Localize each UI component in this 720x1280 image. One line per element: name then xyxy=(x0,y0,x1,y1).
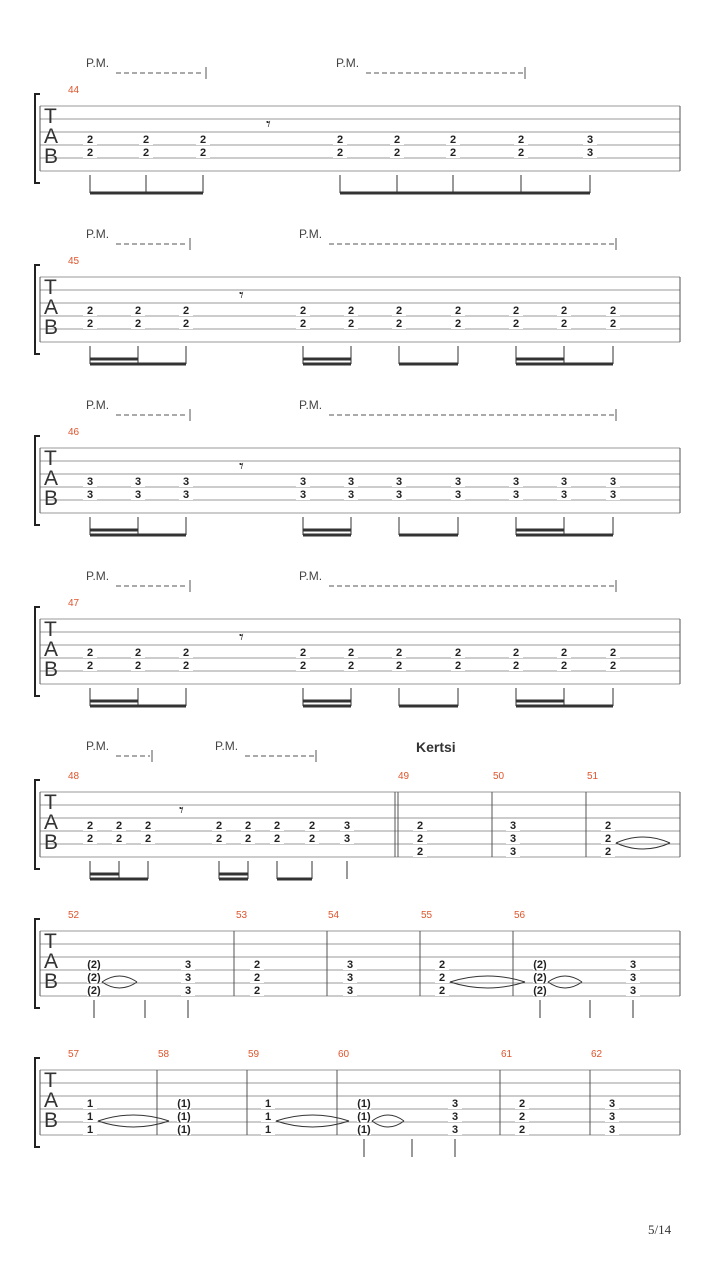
fret-number: 2 xyxy=(454,318,462,330)
fret-number: 3 xyxy=(454,476,462,488)
fret-number: 3 xyxy=(343,820,351,832)
fret-number: 2 xyxy=(347,318,355,330)
tab-clef-letter: T xyxy=(44,618,57,641)
fret-number: 3 xyxy=(509,846,517,858)
fret-number: 2 xyxy=(215,820,223,832)
fret-number: 3 xyxy=(346,972,354,984)
fret-number: 2 xyxy=(244,820,252,832)
fret-number: 2 xyxy=(142,147,150,159)
fret-number: 3 xyxy=(608,1111,616,1123)
fret-number: (1) xyxy=(177,1098,191,1110)
palm-mute-label: P.M. xyxy=(336,56,360,70)
fret-number: 3 xyxy=(608,1098,616,1110)
measure-number: 49 xyxy=(398,771,410,782)
fret-number: 2 xyxy=(512,305,520,317)
measure-number: 62 xyxy=(591,1049,603,1060)
eighth-rest: 𝄾 xyxy=(239,627,244,648)
palm-mute-label: P.M. xyxy=(299,227,323,241)
tab-clef-letter: B xyxy=(44,831,59,854)
fret-number: 3 xyxy=(134,476,142,488)
fret-number: 2 xyxy=(609,318,617,330)
fret-number: 2 xyxy=(518,1124,526,1136)
fret-number: 2 xyxy=(604,820,612,832)
fret-number: 3 xyxy=(184,959,192,971)
fret-number: 3 xyxy=(454,489,462,501)
tab-clef-letter: B xyxy=(44,487,59,510)
fret-number: 2 xyxy=(86,305,94,317)
fret-number: 1 xyxy=(264,1124,272,1136)
fret-number: 3 xyxy=(343,833,351,845)
measure-number: 61 xyxy=(501,1049,513,1060)
fret-number: 2 xyxy=(416,820,424,832)
fret-number: 2 xyxy=(512,647,520,659)
palm-mute-label: P.M. xyxy=(215,739,239,753)
tab-clef-letter: T xyxy=(44,791,57,814)
fret-number: (1) xyxy=(357,1098,371,1110)
fret-number: 2 xyxy=(347,647,355,659)
fret-number: 2 xyxy=(416,846,424,858)
fret-number: 2 xyxy=(299,647,307,659)
fret-number: 3 xyxy=(346,959,354,971)
fret-number: 3 xyxy=(184,985,192,997)
fret-number: 2 xyxy=(86,147,94,159)
system-bracket xyxy=(35,1058,40,1147)
palm-mute-label: P.M. xyxy=(86,56,110,70)
eighth-rest: 𝄾 xyxy=(239,285,244,306)
section-label: Kertsi xyxy=(416,739,456,755)
fret-number: 2 xyxy=(336,147,344,159)
fret-number: 2 xyxy=(142,134,150,146)
fret-number: 3 xyxy=(451,1111,459,1123)
fret-number: 2 xyxy=(308,833,316,845)
fret-number: 2 xyxy=(609,660,617,672)
fret-number: 2 xyxy=(395,647,403,659)
fret-number: 2 xyxy=(560,305,568,317)
fret-number: 2 xyxy=(86,833,94,845)
fret-number: 2 xyxy=(253,985,261,997)
fret-number: 2 xyxy=(144,833,152,845)
tab-clef-letter: A xyxy=(44,1089,59,1112)
fret-number: 2 xyxy=(347,305,355,317)
fret-number: 3 xyxy=(182,476,190,488)
palm-mute-label: P.M. xyxy=(86,227,110,241)
fret-number: 2 xyxy=(134,318,142,330)
fret-number: 2 xyxy=(512,660,520,672)
eighth-rest: 𝄾 xyxy=(239,456,244,477)
eighth-rest: 𝄾 xyxy=(266,114,271,135)
measure-number: 51 xyxy=(587,771,599,782)
fret-number: 2 xyxy=(395,305,403,317)
fret-number: 3 xyxy=(512,476,520,488)
fret-number: 2 xyxy=(182,305,190,317)
fret-number: 2 xyxy=(182,660,190,672)
tab-clef-letter: T xyxy=(44,447,57,470)
fret-number: 2 xyxy=(560,318,568,330)
fret-number: 2 xyxy=(517,147,525,159)
tab-clef-letter: T xyxy=(44,930,57,953)
fret-number: 3 xyxy=(629,972,637,984)
fret-number: 2 xyxy=(86,660,94,672)
system-bracket xyxy=(35,265,40,354)
fret-number: 2 xyxy=(609,647,617,659)
measure-number: 57 xyxy=(68,1049,80,1060)
fret-number: 3 xyxy=(629,959,637,971)
fret-number: 2 xyxy=(560,647,568,659)
fret-number: 2 xyxy=(393,147,401,159)
fret-number: 2 xyxy=(86,318,94,330)
fret-number: 2 xyxy=(144,820,152,832)
fret-number: 3 xyxy=(395,476,403,488)
fret-number: 3 xyxy=(586,147,594,159)
fret-number: 1 xyxy=(86,1098,94,1110)
fret-number: 3 xyxy=(347,489,355,501)
fret-number: 2 xyxy=(517,134,525,146)
fret-number: 2 xyxy=(253,959,261,971)
tab-clef-letter: A xyxy=(44,125,59,148)
tab-clef-letter: A xyxy=(44,467,59,490)
fret-number: 2 xyxy=(199,147,207,159)
fret-number: 2 xyxy=(438,972,446,984)
fret-number: 2 xyxy=(115,820,123,832)
measure-number: 59 xyxy=(248,1049,260,1060)
measure-number: 44 xyxy=(68,85,80,96)
fret-number: 2 xyxy=(336,134,344,146)
fret-number: (1) xyxy=(357,1111,371,1123)
fret-number: 2 xyxy=(215,833,223,845)
measure-number: 45 xyxy=(68,256,80,267)
tie xyxy=(548,976,582,982)
fret-number: 2 xyxy=(86,820,94,832)
fret-number: 2 xyxy=(134,305,142,317)
tab-clef-letter: T xyxy=(44,1069,57,1092)
tie xyxy=(98,1115,169,1121)
fret-number: 2 xyxy=(449,134,457,146)
fret-number: 2 xyxy=(454,305,462,317)
fret-number: (2) xyxy=(87,985,101,997)
fret-number: 3 xyxy=(184,972,192,984)
fret-number: 1 xyxy=(86,1124,94,1136)
tab-clef-letter: A xyxy=(44,950,59,973)
tab-clef-letter: B xyxy=(44,970,59,993)
fret-number: 3 xyxy=(586,134,594,146)
fret-number: 3 xyxy=(609,476,617,488)
fret-number: 3 xyxy=(86,489,94,501)
tie xyxy=(276,1115,349,1121)
fret-number: (1) xyxy=(177,1111,191,1123)
fret-number: (2) xyxy=(533,972,547,984)
fret-number: 2 xyxy=(518,1098,526,1110)
fret-number: 2 xyxy=(395,660,403,672)
fret-number: 2 xyxy=(454,660,462,672)
measure-number: 52 xyxy=(68,910,80,921)
fret-number: 2 xyxy=(273,833,281,845)
fret-number: 3 xyxy=(182,489,190,501)
tie xyxy=(450,976,525,982)
fret-number: 1 xyxy=(264,1111,272,1123)
tab-clef-letter: B xyxy=(44,658,59,681)
tie xyxy=(102,976,137,982)
fret-number: 2 xyxy=(393,134,401,146)
tab-clef-letter: A xyxy=(44,811,59,834)
palm-mute-label: P.M. xyxy=(86,398,110,412)
fret-number: 2 xyxy=(416,833,424,845)
fret-number: (2) xyxy=(533,985,547,997)
measure-number: 55 xyxy=(421,910,433,921)
page-number: 5/14 xyxy=(648,1222,672,1237)
measure-number: 47 xyxy=(68,598,80,609)
fret-number: 3 xyxy=(609,489,617,501)
fret-number: 2 xyxy=(438,985,446,997)
palm-mute-label: P.M. xyxy=(299,398,323,412)
fret-number: 2 xyxy=(182,318,190,330)
fret-number: 2 xyxy=(347,660,355,672)
fret-number: 2 xyxy=(273,820,281,832)
fret-number: 3 xyxy=(134,489,142,501)
fret-number: 3 xyxy=(299,489,307,501)
system-bracket xyxy=(35,780,40,869)
measure-number: 46 xyxy=(68,427,80,438)
fret-number: 2 xyxy=(299,660,307,672)
fret-number: 3 xyxy=(608,1124,616,1136)
fret-number: 2 xyxy=(134,660,142,672)
fret-number: 3 xyxy=(560,489,568,501)
fret-number: 2 xyxy=(308,820,316,832)
fret-number: 2 xyxy=(512,318,520,330)
fret-number: 2 xyxy=(199,134,207,146)
measure-number: 58 xyxy=(158,1049,170,1060)
system-bracket xyxy=(35,919,40,1008)
measure-number: 56 xyxy=(514,910,526,921)
fret-number: 2 xyxy=(134,647,142,659)
measure-number: 48 xyxy=(68,771,80,782)
fret-number: (2) xyxy=(533,959,547,971)
fret-number: 2 xyxy=(518,1111,526,1123)
tie xyxy=(616,837,670,843)
fret-number: 3 xyxy=(512,489,520,501)
fret-number: 3 xyxy=(395,489,403,501)
fret-number: 1 xyxy=(86,1111,94,1123)
fret-number: 3 xyxy=(86,476,94,488)
tab-clef-letter: B xyxy=(44,1109,59,1132)
eighth-rest: 𝄾 xyxy=(179,800,184,821)
palm-mute-label: P.M. xyxy=(299,569,323,583)
tab-clef-letter: T xyxy=(44,276,57,299)
tie xyxy=(372,1115,404,1121)
fret-number: 2 xyxy=(604,846,612,858)
fret-number: 2 xyxy=(299,318,307,330)
tab-clef-letter: T xyxy=(44,105,57,128)
measure-number: 60 xyxy=(338,1049,350,1060)
fret-number: 2 xyxy=(299,305,307,317)
fret-number: 2 xyxy=(253,972,261,984)
palm-mute-label: P.M. xyxy=(86,569,110,583)
fret-number: 3 xyxy=(347,476,355,488)
fret-number: 2 xyxy=(395,318,403,330)
fret-number: 3 xyxy=(509,833,517,845)
tab-clef-letter: B xyxy=(44,145,59,168)
fret-number: 2 xyxy=(449,147,457,159)
system-bracket xyxy=(35,94,40,183)
fret-number: (2) xyxy=(87,959,101,971)
fret-number: 3 xyxy=(629,985,637,997)
fret-number: 2 xyxy=(182,647,190,659)
fret-number: 2 xyxy=(609,305,617,317)
fret-number: 3 xyxy=(451,1124,459,1136)
fret-number: 2 xyxy=(438,959,446,971)
measure-number: 50 xyxy=(493,771,505,782)
fret-number: (1) xyxy=(177,1124,191,1136)
fret-number: 3 xyxy=(299,476,307,488)
measure-number: 54 xyxy=(328,910,340,921)
fret-number: 2 xyxy=(560,660,568,672)
tab-clef-letter: A xyxy=(44,638,59,661)
fret-number: 3 xyxy=(560,476,568,488)
fret-number: 2 xyxy=(115,833,123,845)
fret-number: 2 xyxy=(244,833,252,845)
tab-clef-letter: A xyxy=(44,296,59,319)
fret-number: 3 xyxy=(346,985,354,997)
fret-number: 2 xyxy=(604,833,612,845)
fret-number: 2 xyxy=(86,647,94,659)
fret-number: (1) xyxy=(357,1124,371,1136)
tab-clef-letter: B xyxy=(44,316,59,339)
fret-number: 3 xyxy=(451,1098,459,1110)
fret-number: 2 xyxy=(454,647,462,659)
fret-number: 3 xyxy=(509,820,517,832)
fret-number: 2 xyxy=(86,134,94,146)
fret-number: (2) xyxy=(87,972,101,984)
fret-number: 1 xyxy=(264,1098,272,1110)
palm-mute-label: P.M. xyxy=(86,739,110,753)
system-bracket xyxy=(35,436,40,525)
system-bracket xyxy=(35,607,40,696)
measure-number: 53 xyxy=(236,910,248,921)
